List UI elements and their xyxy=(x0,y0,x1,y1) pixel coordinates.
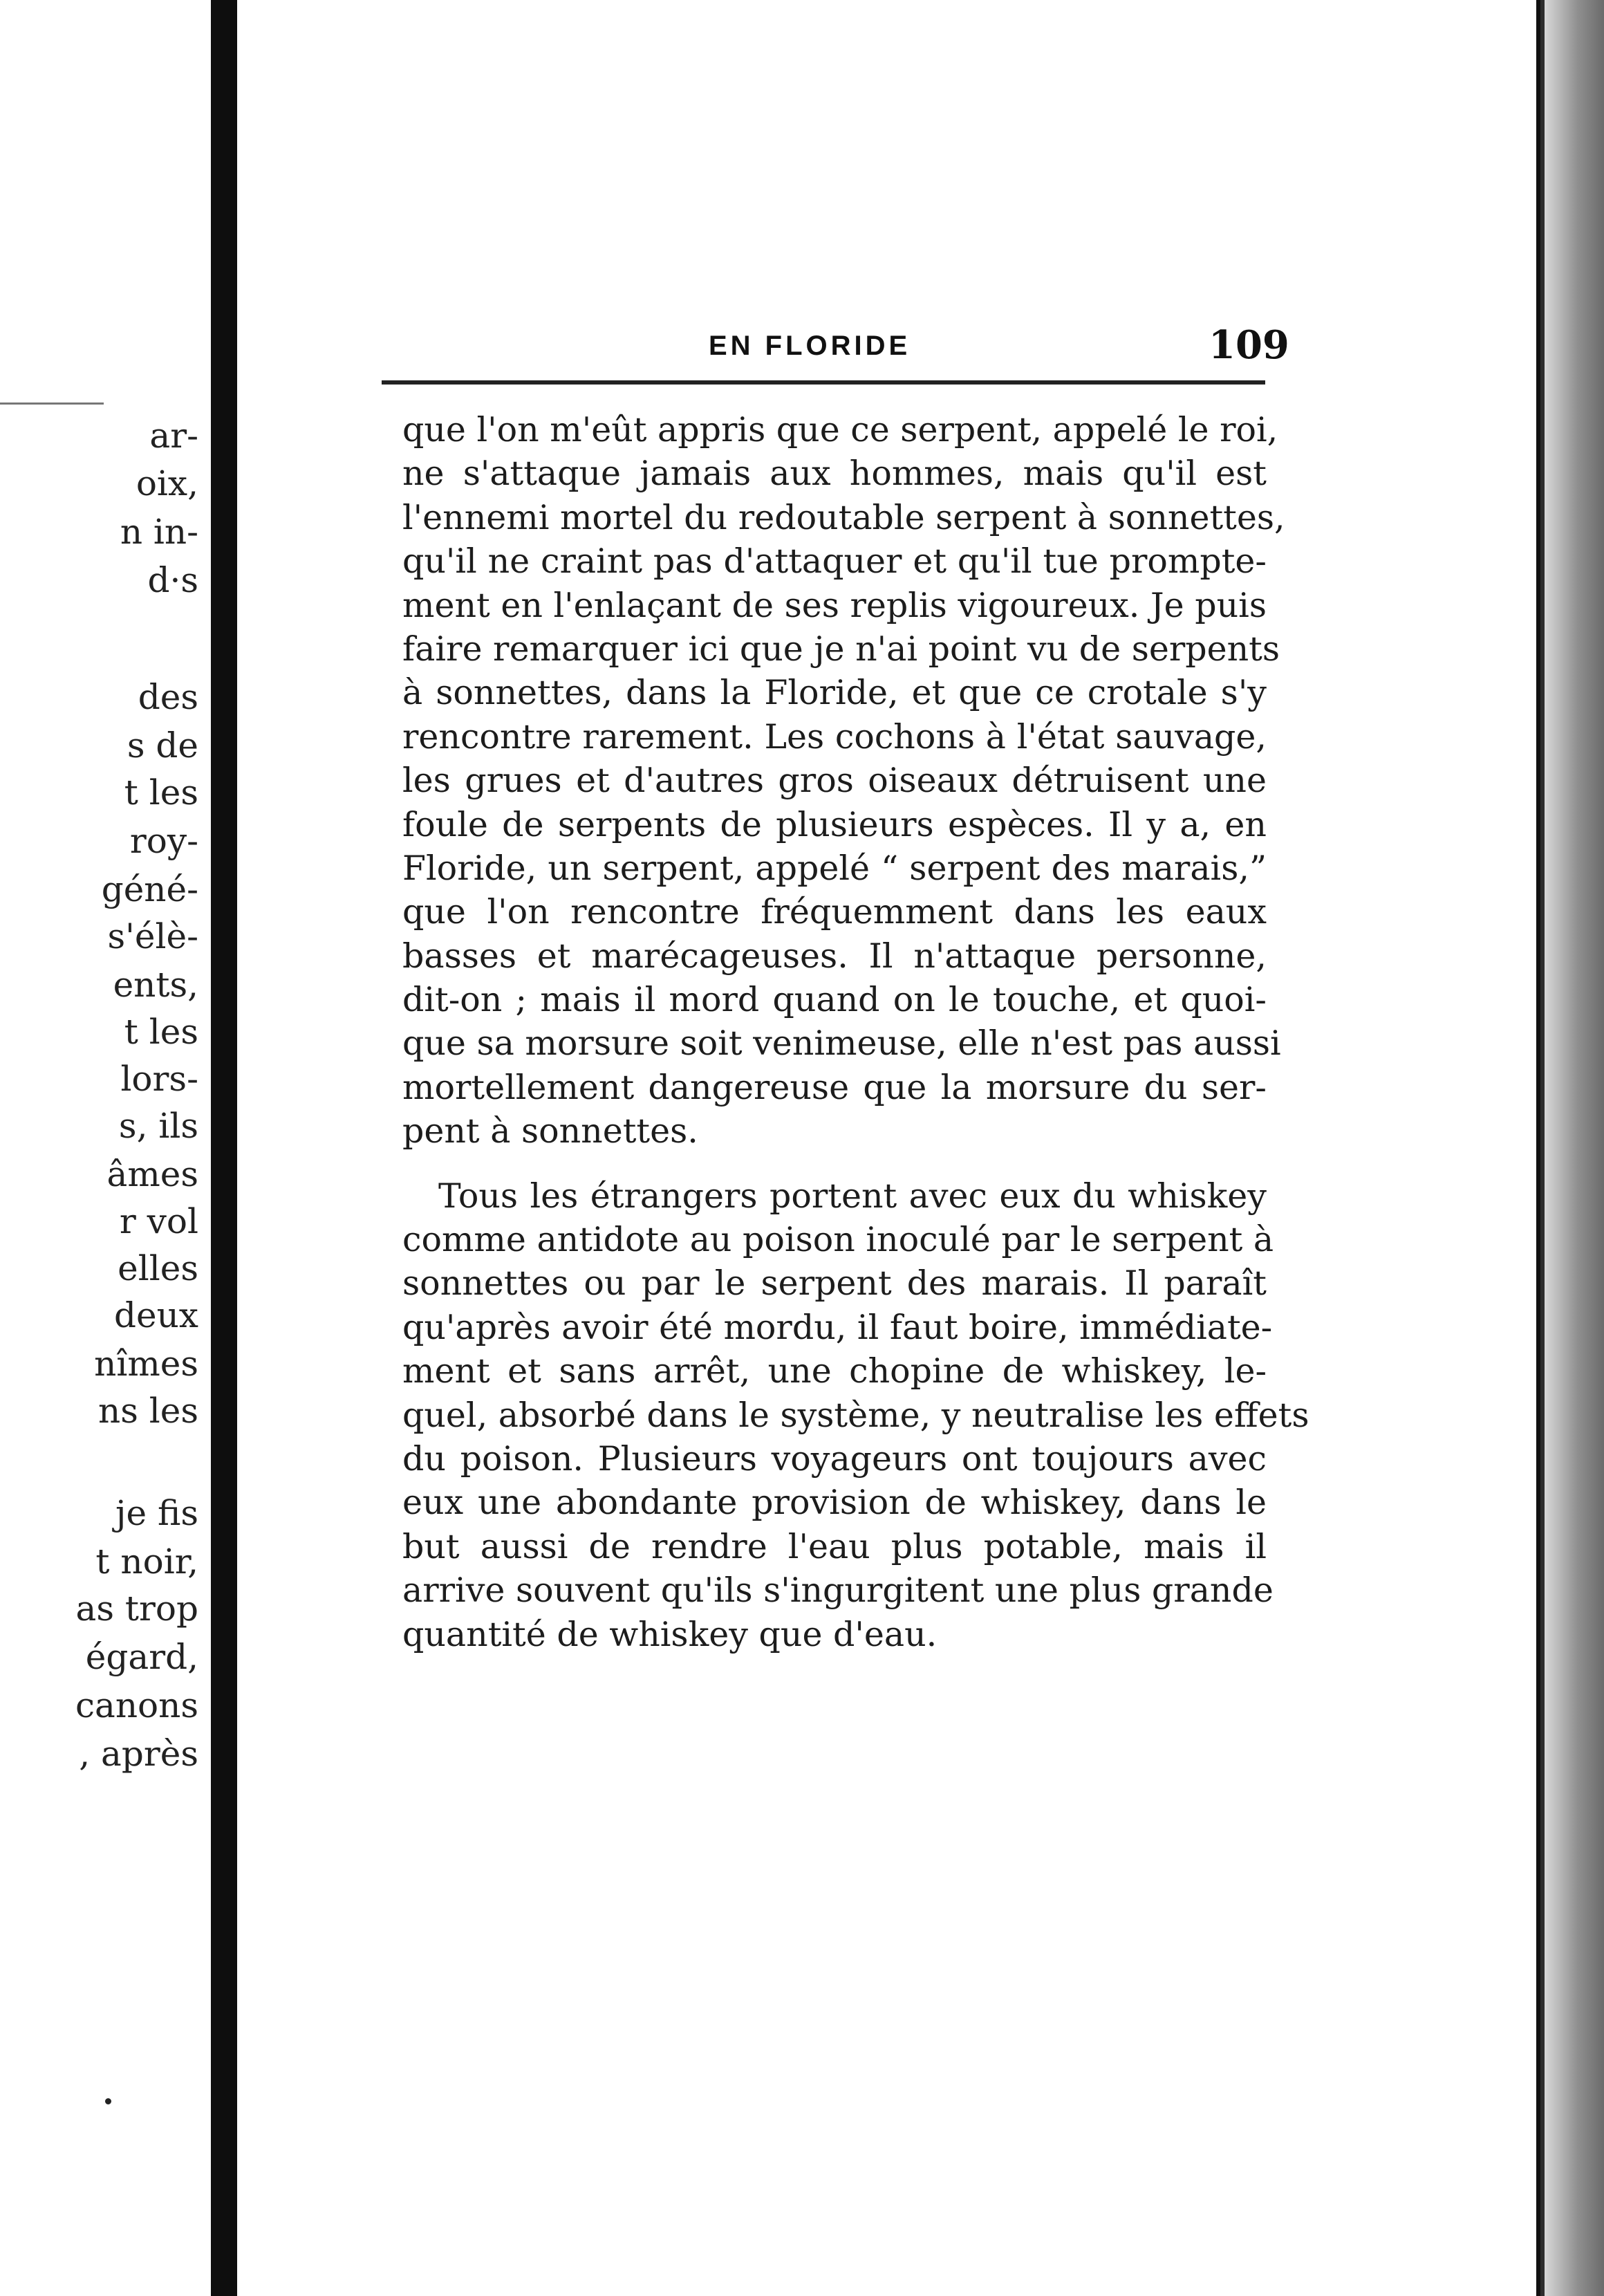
paragraph xyxy=(402,408,1285,1154)
page-number: 109 xyxy=(1209,322,1289,368)
text-line: que l'on rencontre fréquemment dans les eaux xyxy=(402,892,1267,932)
text-line: ment et sans arrêt, une chopine de whiskey, le- xyxy=(402,1351,1267,1391)
text-line: comme antidote au poison inoculé par le serpent à xyxy=(402,1220,1274,1260)
left-line-fragment: as trop xyxy=(75,1589,198,1629)
page-body-text xyxy=(402,408,1309,1656)
text-line: ne s'attaque jamais aux hommes, mais qu'il est xyxy=(402,454,1267,494)
text-line: arrive souvent qu'ils s'ingurgitent une plus grande xyxy=(402,1571,1274,1611)
left-line-fragment: s'élè- xyxy=(107,916,198,956)
left-line-fragment: s, ils xyxy=(118,1106,198,1146)
left-line-fragment: d·s xyxy=(147,560,198,600)
left-line-fragment: roy- xyxy=(129,821,198,861)
text-line: ment en l'enlaçant de ses replis vigoureux. Je puis xyxy=(402,585,1267,625)
left-line-fragment: r vol xyxy=(119,1201,198,1241)
text-line: à sonnettes, dans la Floride, et que ce crotale s'y xyxy=(402,673,1267,713)
text-line: Tous les étrangers portent avec eux du whiskey xyxy=(438,1176,1267,1216)
left-line-fragment: ar- xyxy=(149,416,198,456)
text-line: du poison. Plusieurs voyageurs ont toujours avec xyxy=(402,1438,1267,1479)
text-line: Floride, un serpent, appelé “ serpent des marais,” xyxy=(402,848,1267,888)
left-line-fragment: lors- xyxy=(120,1059,198,1099)
left-line-fragment: nîmes xyxy=(94,1344,198,1384)
text-line: que sa morsure soit venimeuse, elle n'est pas aussi xyxy=(402,1024,1281,1064)
text-line: qu'il ne craint pas d'attaquer et qu'il tue prompte- xyxy=(402,541,1267,582)
text-line: quel, absorbé dans le système, y neutralise les effets xyxy=(402,1395,1309,1435)
left-line-fragment: ns les xyxy=(98,1391,198,1431)
text-line: sonnettes ou par le serpent des marais. Il paraît xyxy=(402,1263,1267,1304)
left-line-fragment: canons xyxy=(75,1685,198,1725)
left-line-fragment: n in- xyxy=(120,512,198,552)
left-page-fragment xyxy=(0,0,211,2296)
text-line: pent à sonnettes. xyxy=(402,1111,698,1151)
text-line: quantité de whiskey que d'eau. xyxy=(402,1614,938,1654)
left-line-fragment: t noir, xyxy=(95,1542,198,1582)
header-rule xyxy=(382,380,1265,385)
left-line-fragment: oix, xyxy=(136,463,198,503)
text-line: but aussi de rendre l'eau plus potable, mais il xyxy=(402,1526,1267,1566)
running-head: EN FLORIDE xyxy=(709,331,911,361)
text-line: que l'on m'eût appris que ce serpent, appelé le roi, xyxy=(402,410,1278,450)
left-line-fragment: elles xyxy=(118,1248,198,1288)
page-edge-shadow-line xyxy=(1536,0,1540,2296)
text-line: faire remarquer ici que je n'ai point vu de serpents xyxy=(402,629,1280,669)
left-line-fragment: s de xyxy=(127,725,198,766)
book-spine-gutter xyxy=(211,0,237,2296)
left-line-fragment: t les xyxy=(124,772,198,813)
left-line-fragment: âmes xyxy=(106,1154,198,1194)
paragraph xyxy=(402,1174,1309,1656)
text-line: dit-on ; mais il mord quand on le touche, et quoi- xyxy=(402,980,1267,1020)
left-line-fragment: ents, xyxy=(113,965,198,1005)
left-line-fragment: des xyxy=(138,677,198,717)
text-line: rencontre rarement. Les cochons à l'état sauvage, xyxy=(402,716,1267,757)
book-page-edge xyxy=(1536,0,1604,2296)
text-line: foule de serpents de plusieurs espèces. Il y a, en xyxy=(402,804,1267,844)
left-line-fragment: géné- xyxy=(101,869,198,909)
left-line-fragment: égard, xyxy=(85,1637,198,1677)
text-line: basses et marécageuses. Il n'attaque personne, xyxy=(402,936,1267,976)
text-line: qu'après avoir été mordu, il faut boire, immédiate- xyxy=(402,1307,1273,1347)
text-line: les grues et d'autres gros oiseaux détruisent une xyxy=(402,761,1267,801)
left-page-rule xyxy=(0,402,104,405)
text-line: eux une abondante provision de whiskey, dans le xyxy=(402,1483,1267,1523)
left-line-fragment: , après xyxy=(79,1734,198,1774)
left-line-fragment: je fis xyxy=(115,1493,198,1533)
left-line-fragment: deux xyxy=(114,1295,198,1335)
text-line: mortellement dangereuse que la morsure du ser- xyxy=(402,1067,1267,1107)
left-line-fragment: t les xyxy=(124,1012,198,1052)
stray-dot-mark xyxy=(105,2098,111,2104)
text-line: l'ennemi mortel du redoutable serpent à sonnettes, xyxy=(402,497,1285,537)
